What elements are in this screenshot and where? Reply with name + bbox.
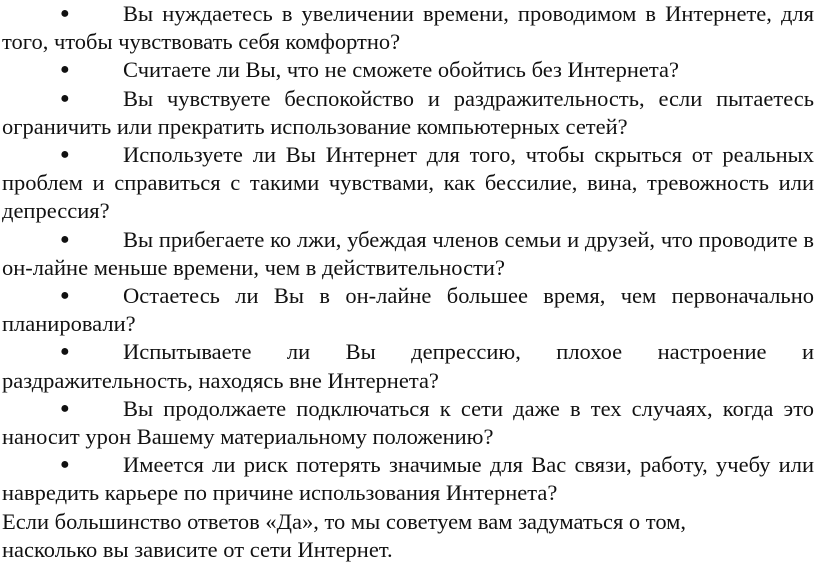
question-text: Вы продолжаете подключаться к сети даже в тех случаях, когда это наносит урон Вашему материальному положению?	[2, 395, 814, 450]
conclusion-paragraph	[2, 508, 814, 564]
list-item	[2, 85, 814, 141]
conclusion-line-2: насколько вы зависите от сети Интернет.	[2, 536, 393, 562]
list-item	[2, 395, 814, 451]
question-text: Испытываете ли Вы депрессию, плохое настроение и раздражительность, находясь вне Интернета?	[2, 339, 814, 393]
question-text: Считаете ли Вы, что не сможете обойтись без Интернета?	[123, 57, 679, 83]
question-text: Вы чувствуете беспокойство и раздражительность, если пытаетесь ограничить или прекратить использование компьютерных сетей?	[2, 85, 814, 139]
bullet-icon: ●	[60, 456, 70, 474]
bullet-icon: ●	[60, 230, 70, 248]
bullet-icon: ●	[60, 61, 70, 79]
question-text: Вы прибегаете ко лжи, убеждая членов семьи и друзей, что проводите в он-лайне меньше времени, чем в действительности?	[2, 226, 814, 280]
question-text: Имеется ли риск потерять значимые для Вас связи, работу, учебу или навредить карьере по причине использования Интернета?	[2, 452, 814, 506]
bullet-icon: ●	[60, 89, 70, 107]
list-item	[2, 226, 814, 282]
question-text: Вы нуждаетесь в увеличении времени, проводимом в Интернете, для того, чтобы чувствовать себя комфортно?	[2, 1, 814, 55]
list-item	[2, 282, 814, 338]
bullet-icon: ●	[60, 343, 70, 361]
list-item	[2, 451, 814, 507]
bullet-icon: ●	[60, 287, 70, 305]
bullet-icon: ●	[60, 5, 70, 22]
bullet-icon: ●	[60, 146, 70, 164]
question-list	[2, 0, 814, 508]
conclusion-line-1: Если большинство ответов «Да», то мы советуем вам задуматься о том,	[2, 508, 687, 534]
document-page	[2, 0, 814, 564]
bullet-icon: ●	[60, 399, 70, 417]
question-text: Остаетесь ли Вы в он-лайне большее время, чем первоначально планировали?	[2, 283, 814, 337]
question-text: Используете ли Вы Интернет для того, чтобы скрыться от реальных проблем и справиться с такими чувствами, как бессилие, вина, тревожность или депрессия?	[2, 142, 814, 224]
list-item	[2, 56, 814, 84]
list-item	[2, 141, 814, 226]
list-item	[2, 0, 814, 56]
list-item	[2, 338, 814, 394]
